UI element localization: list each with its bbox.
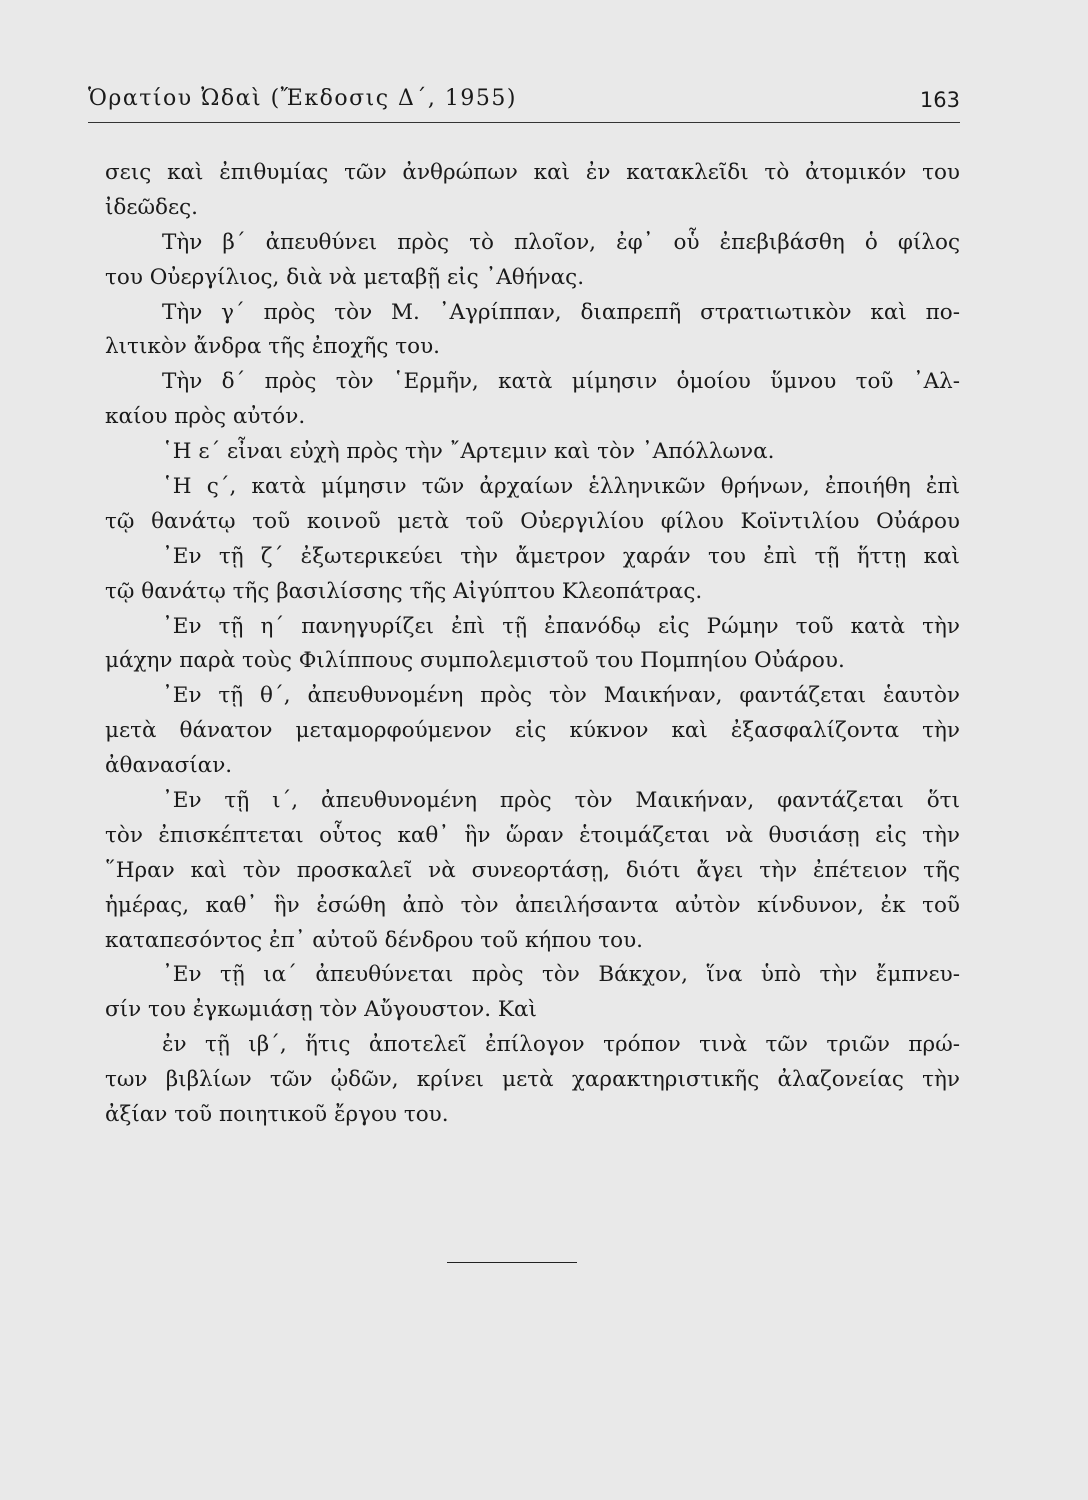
- text-line: ῾Η ς΄, κατὰ μίμησιν τῶν ἀρχαίων ἑλληνικῶν θρήνων, ἐποιήθη ἐπὶ: [162, 474, 960, 500]
- end-rule: [447, 1262, 577, 1263]
- text-line: ῾Η ε΄ εἶναι εὐχὴ πρὸς τὴν ῎Αρτεμιν καὶ τὸν ᾽Απόλλωνα.: [162, 439, 775, 465]
- text-line: Τὴν γ΄ πρὸς τὸν Μ. ᾽Αγρίππαν, διαπρεπῆ στρατιωτικὸν καὶ πο-: [162, 299, 960, 325]
- text-line: Τὴν δ΄ πρὸς τὸν ῾Ερμῆν, κατὰ μίμησιν ὁμοίου ὕμνου τοῦ ᾽Αλ-: [162, 369, 960, 395]
- text-line: ἡμέρας, καθ᾽ ἣν ἐσώθη ἀπὸ τὸν ἀπειλήσαντα αὐτὸν κίνδυνον, ἐκ τοῦ: [105, 892, 960, 918]
- text-line: καίου πρὸς αὐτόν.: [105, 404, 306, 430]
- text-line: ᾽Εν τῇ ια΄ ἀπευθύνεται πρὸς τὸν Βάκχον, ἵνα ὑπὸ τὴν ἔμπνευ-: [162, 962, 960, 988]
- text-line: ᾽Εν τῇ θ΄, ἀπευθυνομένη πρὸς τὸν Μαικήναν, φαντάζεται ἑαυτὸν: [162, 683, 960, 709]
- text-line: των βιβλίων τῶν ᾠδῶν, κρίνει μετὰ χαρακτηριστικῆς ἀλαζονείας τὴν: [105, 1067, 960, 1093]
- text-line: σεις καὶ ἐπιθυμίας τῶν ἀνθρώπων καὶ ἐν κατακλεῖδι τὸ ἀτομικόν του: [105, 160, 960, 185]
- text-line: τὸν ἐπισκέπτεται οὗτος καθ᾽ ἣν ὥραν ἑτοιμάζεται νὰ θυσιάσῃ εἰς τὴν: [105, 822, 960, 848]
- text-line: ἀθανασίαν.: [105, 753, 233, 779]
- text-line: σίν του ἐγκωμιάσῃ τὸν Αὔγουστον. Καὶ: [105, 997, 537, 1023]
- text-line: ἐν τῇ ιβ΄, ἥτις ἀποτελεῖ ἐπίλογον τρόπον τινὰ τῶν τριῶν πρώ-: [162, 1032, 960, 1058]
- body-text: [105, 156, 960, 1133]
- text-line: ᾽Εν τῇ η΄ πανηγυρίζει ἐπὶ τῇ ἐπανόδῳ εἰς Ρώμην τοῦ κατὰ τὴν: [162, 613, 960, 639]
- text-line: μάχην παρὰ τοὺς Φιλίππους συμπολεμιστοῦ του Πομπηίου Οὐάρου.: [105, 648, 845, 674]
- text-line: ἰδεῶδες.: [105, 194, 199, 220]
- text-line: ἀξίαν τοῦ ποιητικοῦ ἔργου του.: [105, 1102, 449, 1128]
- running-title: Ὁρατίου Ὠδαὶ (Ἔκδοσις Δ΄, 1955): [88, 86, 517, 111]
- text-line: τῷ θανάτῳ τοῦ κοινοῦ μετὰ τοῦ Οὐεργιλίου φίλου Κοϊντιλίου Οὐάρου: [105, 508, 960, 534]
- page-number: 163: [919, 88, 960, 112]
- text-line: ᾽Εν τῇ ι΄, ἀπευθυνομένη πρὸς τὸν Μαικήναν, φαντάζεται ὅτι: [162, 788, 960, 814]
- text-line: καταπεσόντος ἐπ᾽ αὐτοῦ δένδρου τοῦ κήπου του.: [105, 927, 643, 953]
- text-line: του Οὐεργίλιος, διὰ νὰ μεταβῇ εἰς ᾽Αθήνας.: [105, 264, 585, 290]
- text-line: μετὰ θάνατον μεταμορφούμενον εἰς κύκνον καὶ ἐξασφαλίζοντα τὴν: [105, 718, 960, 744]
- text-line: λιτικὸν ἄνδρα τῆς ἐποχῆς του.: [105, 334, 440, 360]
- text-line: τῷ θανάτῳ τῆς βασιλίσσης τῆς Αἰγύπτου Κλεοπάτρας.: [105, 578, 703, 604]
- text-line: Τὴν β΄ ἀπευθύνει πρὸς τὸ πλοῖον, ἐφ᾽ οὗ ἐπεβιβάσθη ὁ φίλος: [162, 229, 960, 255]
- text-line: ῞Ηραν καὶ τὸν προσκαλεῖ νὰ συνεορτάσῃ, διότι ἄγει τὴν ἐπέτειον τῆς: [105, 857, 960, 883]
- text-line: ᾽Εν τῇ ζ΄ ἐξωτερικεύει τὴν ἄμετρον χαράν του ἐπὶ τῇ ἥττῃ καὶ: [162, 543, 960, 569]
- running-head: [88, 82, 960, 123]
